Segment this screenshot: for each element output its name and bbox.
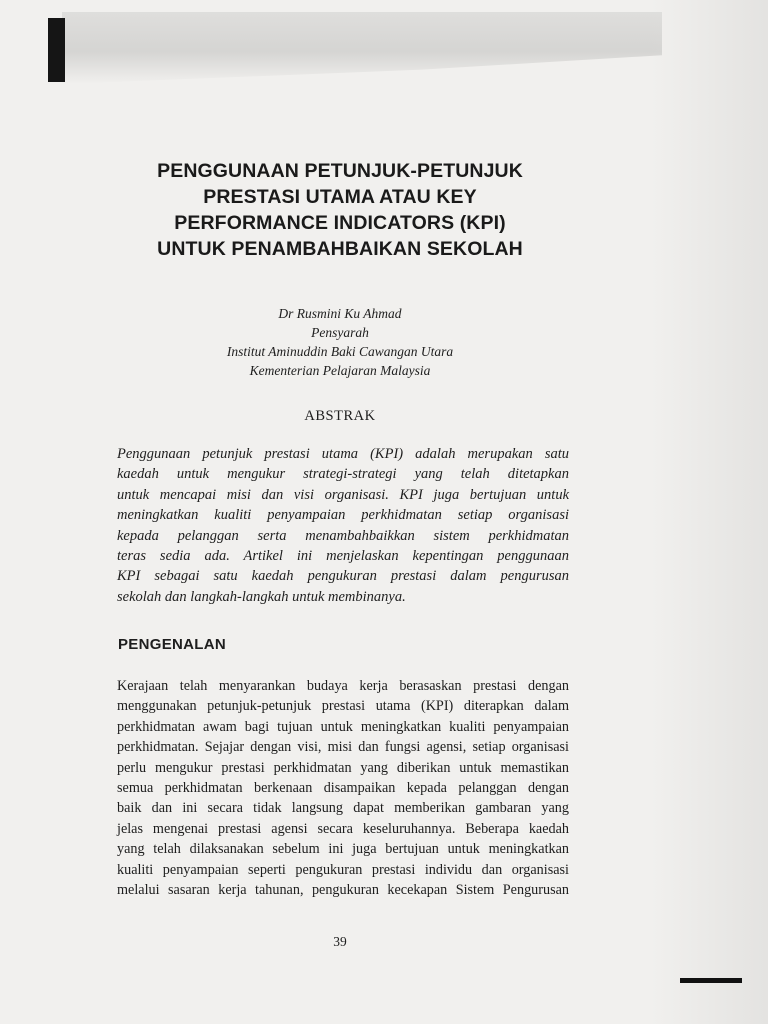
scan-right-shade: [650, 0, 768, 1024]
body-line: perkhidmatan. Sejajar dengan visi, misi dan fungsi agensi, setiap organisasi: [117, 739, 569, 756]
abstract-line: Penggunaan petunjuk prestasi utama (KPI) adalah merupakan satu: [117, 446, 569, 462]
article-title: [110, 158, 570, 262]
abstract-line: KPI sebagai satu kaedah pengukuran prestasi dalam pengurusan: [117, 568, 569, 585]
page-number: 39: [333, 934, 347, 949]
section-heading: PENGENALAN: [118, 636, 227, 653]
body-text: [117, 676, 569, 900]
abstract-heading: ABSTRAK: [304, 408, 376, 424]
abstract-line: untuk mencapai misi dan visi organisasi. KPI juga bertujuan untuk: [117, 486, 569, 503]
abstract-line: teras sedia ada. Artikel ini menjelaskan kepentingan penggunaan: [117, 548, 569, 565]
body-line: baik dan ini secara tidak langsung dapat memberikan gambaran yang: [117, 800, 569, 817]
title-line: PERFORMANCE INDICATORS (KPI): [174, 212, 506, 234]
scan-shadow-band: [62, 12, 662, 84]
abstract-line: kepada pelanggan serta menambahbaikkan sistem perkhidmatan: [117, 527, 569, 544]
title-line: PRESTASI UTAMA ATAU KEY: [203, 186, 477, 208]
abstract-line: sekolah dan langkah-langkah untuk membinanya.: [117, 588, 406, 605]
body-line: menggunakan petunjuk-petunjuk prestasi utama (KPI) diterapkan dalam: [117, 698, 569, 715]
title-line: UNTUK PENAMBAHBAIKAN SEKOLAH: [157, 238, 523, 260]
body-line: melalui sasaran kerja tahunan, pengukuran kecekapan Sistem Pengurusan: [117, 882, 569, 899]
body-line: perkhidmatan awam bagi tujuan untuk meningkatkan kualiti penyampaian: [117, 718, 569, 735]
author-ministry: Kementerian Pelajaran Malaysia: [249, 363, 431, 378]
body-line: Kerajaan telah menyarankan budaya kerja berasaskan prestasi dengan: [117, 678, 569, 694]
scan-corner-mark: [680, 978, 742, 983]
body-line: yang telah dilaksanakan sebelum ini juga bertujuan untuk meningkatkan: [117, 841, 569, 858]
abstract-line: kaedah untuk mengukur strategi-strategi yang telah ditetapkan: [117, 466, 569, 483]
author-institution: Institut Aminuddin Baki Cawangan Utara: [226, 344, 454, 359]
body-line: jelas mengenai prestasi agensi secara keseluruhannya. Beberapa kaedah: [117, 820, 569, 837]
scan-edge-mark: [48, 18, 65, 82]
author-position: Pensyarah: [311, 325, 369, 340]
author-name: Dr Rusmini Ku Ahmad: [278, 306, 402, 321]
abstract-line: meningkatkan kualiti penyampaian perkhidmatan setiap organisasi: [117, 507, 569, 524]
abstract-text: [117, 444, 569, 607]
title-line: PENGGUNAAN PETUNJUK-PETUNJUK: [157, 160, 523, 182]
body-line: perlu mengukur prestasi perkhidmatan yang diberikan untuk memastikan: [117, 759, 569, 776]
body-line: kualiti penyampaian seperti pengukuran prestasi individu dan organisasi: [117, 861, 569, 878]
body-line: semua perkhidmatan berkenaan disampaikan kepada pelanggan dengan: [117, 780, 569, 797]
author-block: [150, 304, 530, 380]
